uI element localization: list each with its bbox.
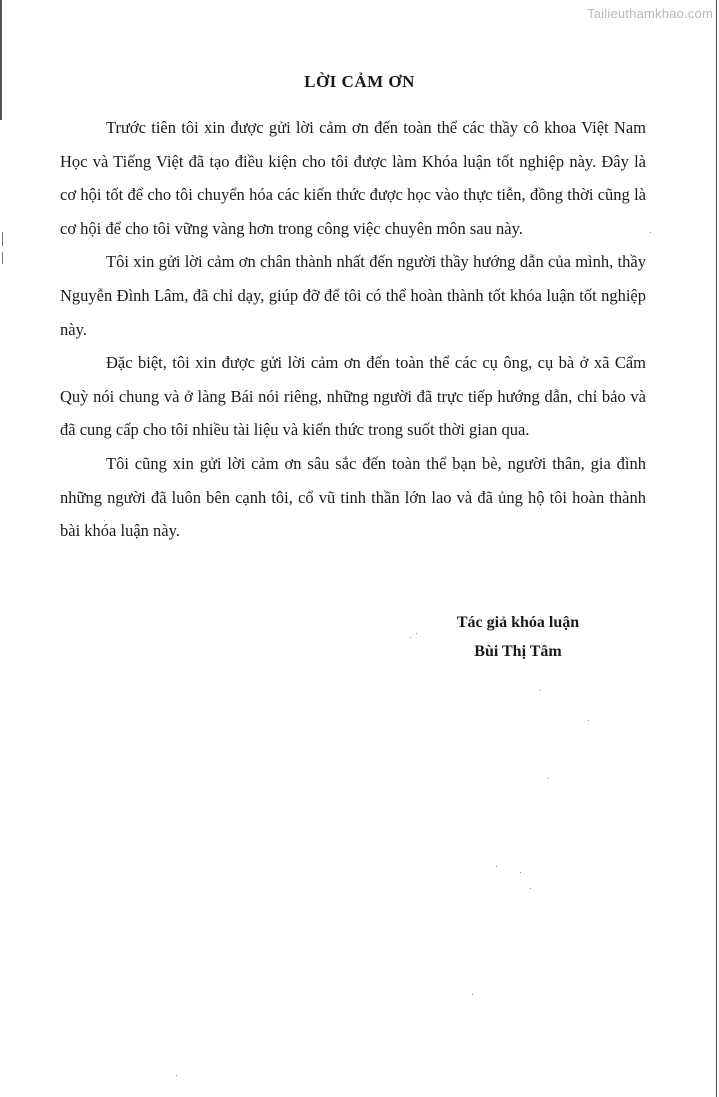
scan-speck	[520, 872, 521, 873]
paragraph: Tôi cũng xin gửi lời cảm ơn sâu sắc đến toàn thể bạn bè, người thân, gia đình những người đã luôn bên cạnh tôi, cổ vũ tinh thần lớn lao và đã ủng hộ tôi hoàn thành bài khóa luận này.	[60, 453, 646, 541]
paragraph: Trước tiên tôi xin được gửi lời cảm ơn đến toàn thể các thầy cô khoa Việt Nam Học và Tiếng Việt đã tạo điều kiện cho tôi được làm Khóa luận tốt nghiệp này. Đây là cơ hội tốt để cho tôi chuyển hóa các kiến thức được học vào thực tiễn, đồng thời cũng là cơ hội để cho tôi vững vàng hơn trong công việc chuyên môn sau này.	[60, 118, 646, 238]
scan-edge-line-left	[0, 0, 2, 120]
body-text	[60, 111, 646, 548]
scan-speck	[496, 866, 497, 867]
scan-speck	[650, 232, 651, 233]
signature-block	[418, 608, 618, 666]
scan-edge-mark	[2, 252, 3, 264]
scan-speck	[104, 520, 105, 521]
scan-speck	[176, 1075, 177, 1076]
scan-speck	[588, 720, 589, 721]
scan-edge-mark	[2, 232, 3, 246]
page-title: LỜI CẢM ƠN	[304, 72, 415, 91]
paragraph: Tôi xin gửi lời cảm ơn chân thành nhất đến người thầy hướng dẫn của mình, thầy Nguyễn Đình Lâm, đã chỉ dạy, giúp đỡ để tôi có thể hoàn thành tốt khóa luận tốt nghiệp này.	[60, 252, 646, 339]
scan-edge-line-right	[716, 0, 717, 1097]
scan-speck	[416, 633, 417, 634]
author-role: Tác giả khóa luận	[456, 614, 580, 631]
scan-speck	[540, 690, 541, 691]
author-name: Bùi Thị Tâm	[474, 643, 562, 660]
scan-speck	[548, 778, 549, 779]
watermark: Tailieuthamkhao.com	[587, 6, 713, 21]
scan-speck	[530, 888, 531, 889]
scan-speck	[472, 994, 473, 995]
paragraph: Đặc biệt, tôi xin được gửi lời cảm ơn đến toàn thể các cụ ông, cụ bà ở xã Cẩm Quỳ nói chung và ở làng Bái nói riêng, những người đã trực tiếp hướng dẫn, chỉ bảo và đã cung cấp cho tôi nhiều tài liệu và kiến thức trong suốt thời gian qua.	[60, 353, 646, 440]
scan-speck	[410, 637, 411, 638]
